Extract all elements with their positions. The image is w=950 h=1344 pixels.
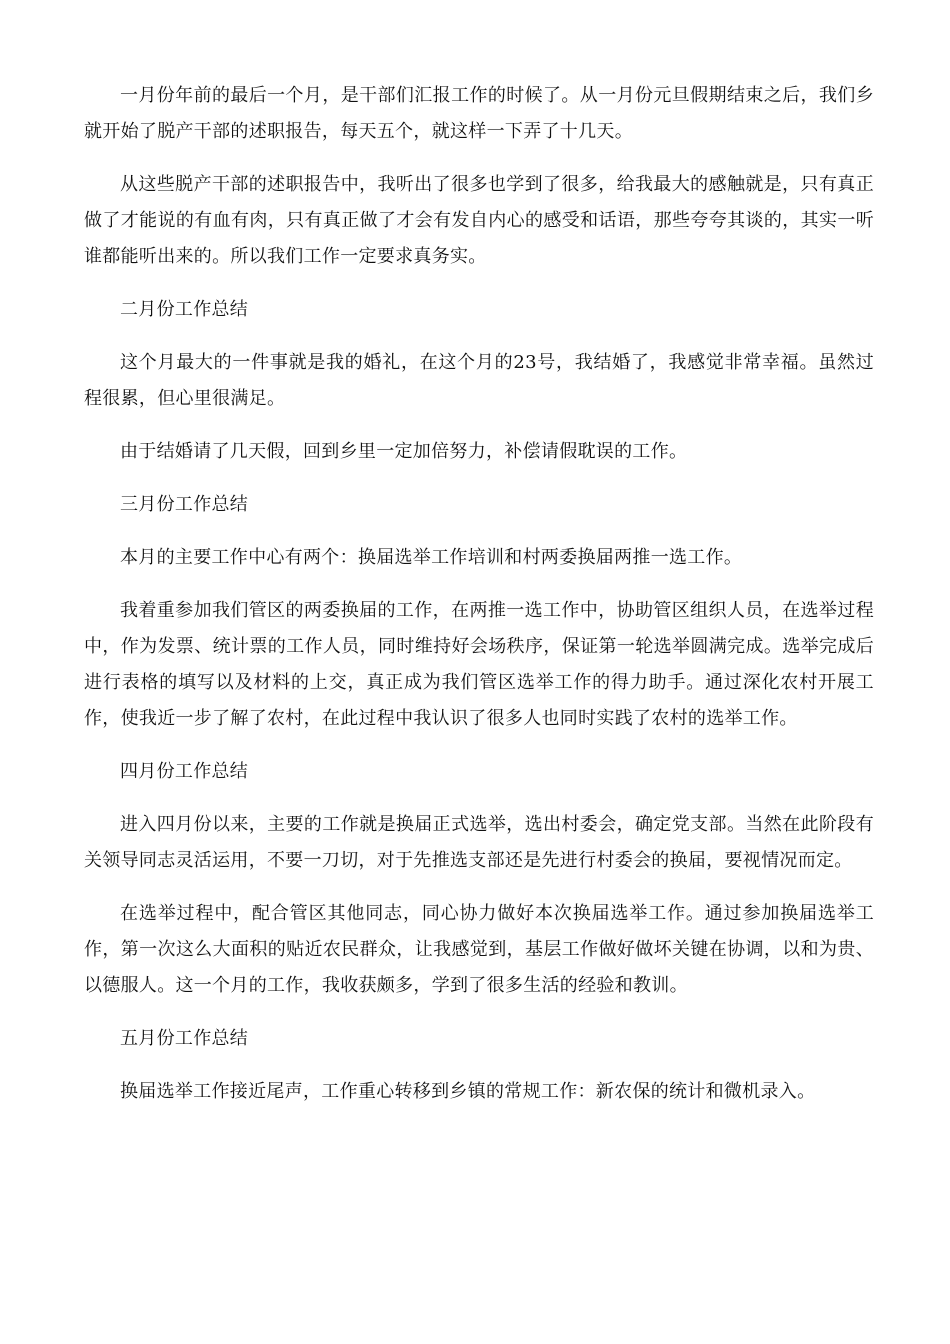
- paragraph: 由于结婚请了几天假，回到乡里一定加倍努力，补偿请假耽误的工作。: [120, 441, 688, 462]
- paragraph: 换届选举工作接近尾声，工作重心转移到乡镇的常规工作：新农保的统计和微机录入。: [120, 1081, 816, 1102]
- paragraph: 我着重参加我们管区的两委换届的工作，在两推一选工作中，协助管区组织人员，在选举过程中，作为发票、统计票的工作人员，同时维持好会场秩序，保证第一轮选举圆满完成。选举完成后进行表格的填写以及材料的上交，真正成为我们管区选举工作的得力助手。通过深化农村开展工作，使我近一步了解了农村，在此过程中我认识了很多人也同时实践了农村的选举工作。: [84, 600, 874, 729]
- paragraph: 这个月最大的一件事就是我的婚礼，在这个月的23号，我结婚了，我感觉非常幸福。虽然过程很累，但心里很满足。: [84, 352, 874, 409]
- paragraph: 一月份年前的最后一个月，是干部们汇报工作的时候了。从一月份元旦假期结束之后，我们乡就开始了脱产干部的述职报告，每天五个，就这样一下弄了十几天。: [84, 85, 874, 142]
- paragraph: 在选举过程中，配合管区其他同志，同心协力做好本次换届选举工作。通过参加换届选举工作，第一次这么大面积的贴近农民群众，让我感觉到，基层工作做好做坏关键在协调，以和为贵、以德服人。这一个月的工作，我收获颇多，学到了很多生活的经验和教训。: [84, 903, 874, 996]
- paragraph: 进入四月份以来，主要的工作就是换届正式选举，选出村委会，确定党支部。当然在此阶段有关领导同志灵活运用，不要一刀切，对于先推选支部还是先进行村委会的换届，要视情况而定。: [84, 814, 874, 871]
- section-heading-february: 二月份工作总结: [120, 299, 249, 320]
- section-heading-may: 五月份工作总结: [120, 1028, 249, 1049]
- section-heading-march: 三月份工作总结: [120, 494, 249, 515]
- paragraph: 从这些脱产干部的述职报告中，我听出了很多也学到了很多，给我最大的感触就是，只有真正做了才能说的有血有肉，只有真正做了才会有发自内心的感受和话语，那些夸夸其谈的，其实一听谁都能听出来的。所以我们工作一定要求真务实。: [84, 174, 874, 267]
- document-body: [84, 78, 874, 1127]
- paragraph: 本月的主要工作中心有两个：换届选举工作培训和村两委换届两推一选工作。: [120, 547, 743, 568]
- section-heading-april: 四月份工作总结: [120, 761, 249, 782]
